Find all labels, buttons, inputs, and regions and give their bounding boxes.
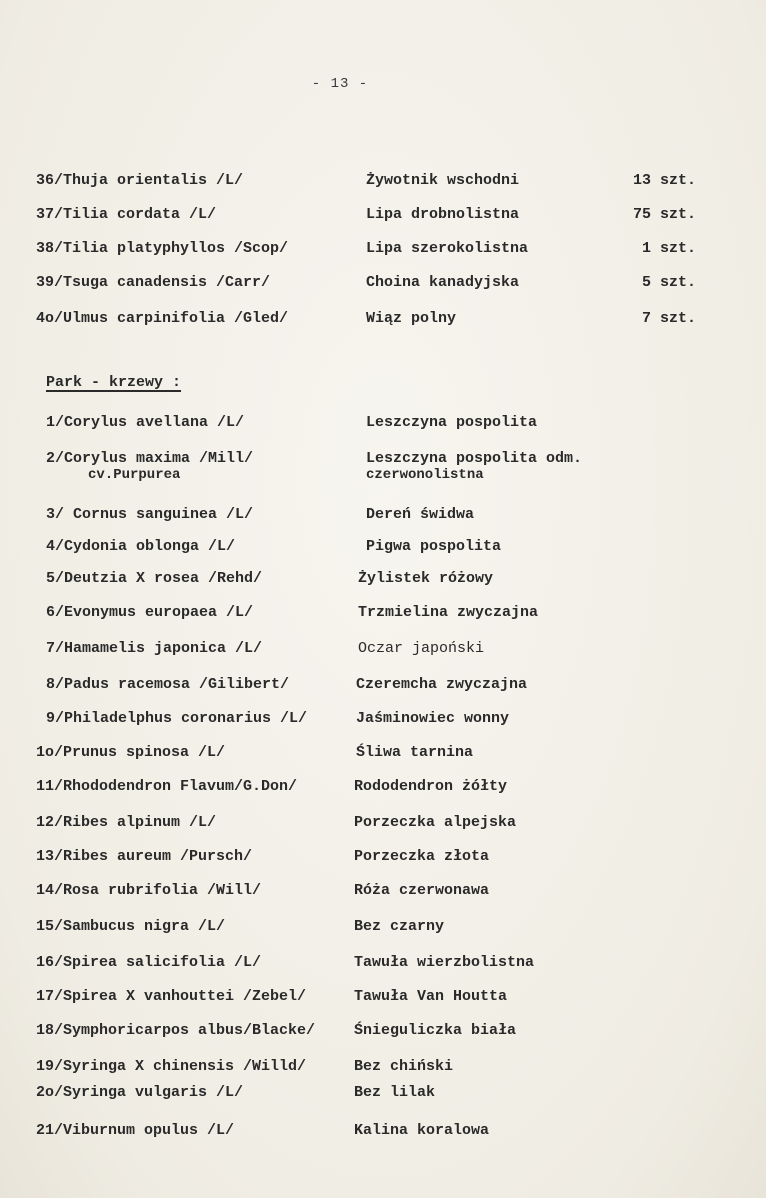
list-item — [0, 506, 766, 532]
list-item — [0, 414, 766, 440]
list-item — [0, 744, 766, 770]
section-heading: Park - krzewy : — [46, 374, 182, 391]
polish-name: Żywotnik wschodni — [366, 172, 520, 189]
polish-name: Porzeczka złota — [354, 848, 490, 865]
list-item — [0, 848, 766, 874]
polish-name: Bez czarny — [354, 918, 445, 935]
latin-name: 21/Viburnum opulus /L/ — [36, 1122, 235, 1139]
latin-name: 5/Deutzia X rosea /Rehd/ — [46, 570, 263, 587]
polish-name: Porzeczka alpejska — [354, 814, 517, 831]
latin-name: 37/Tilia cordata /L/ — [36, 206, 217, 223]
list-item — [0, 172, 766, 198]
page-number: - 13 - — [311, 76, 369, 92]
list-item — [0, 676, 766, 702]
list-item — [0, 310, 766, 336]
list-item — [0, 538, 766, 564]
list-item — [0, 814, 766, 840]
latin-name: 6/Evonymus europaea /L/ — [46, 604, 254, 621]
quantity: 75 szt. — [632, 206, 696, 223]
polish-name: Rododendron żółty — [354, 778, 508, 795]
latin-name: 36/Thuja orientalis /L/ — [36, 172, 244, 189]
list-item — [0, 1122, 766, 1148]
latin-name: 39/Tsuga canadensis /Carr/ — [36, 274, 271, 291]
list-item — [0, 206, 766, 232]
latin-name: 4/Cydonia oblonga /L/ — [46, 538, 236, 555]
list-item — [0, 778, 766, 804]
latin-name-continuation: cv.Purpurea — [88, 467, 181, 483]
quantity: 7 szt. — [641, 310, 696, 327]
polish-name: Śnieguliczka biała — [354, 1022, 517, 1039]
list-item — [0, 882, 766, 908]
polish-name: Leszczyna pospolita odm. — [366, 450, 583, 467]
polish-name: Czeremcha zwyczajna — [356, 676, 528, 693]
polish-name: Śliwa tarnina — [356, 744, 474, 761]
polish-name: Róża czerwonawa — [354, 882, 490, 899]
quantity: 5 szt. — [641, 274, 696, 291]
polish-name: Oczar japoński — [358, 640, 485, 657]
quantity: 1 szt. — [641, 240, 696, 257]
latin-name: 13/Ribes aureum /Pursch/ — [36, 848, 253, 865]
polish-name: Tawuła Van Houtta — [354, 988, 508, 1005]
polish-name: Wiąz polny — [366, 310, 457, 327]
latin-name: 15/Sambucus nigra /L/ — [36, 918, 226, 935]
list-item — [0, 988, 766, 1014]
polish-name: Tawuła wierzbolistna — [354, 954, 535, 971]
polish-name: Kalina koralowa — [354, 1122, 490, 1139]
list-item — [0, 604, 766, 630]
polish-name: Żylistek różowy — [358, 570, 494, 587]
list-item — [0, 1022, 766, 1048]
latin-name: 2/Corylus maxima /Mill/ — [46, 450, 254, 467]
latin-name: 3/ Cornus sanguinea /L/ — [46, 506, 254, 523]
polish-name: Jaśminowiec wonny — [356, 710, 510, 727]
polish-name: Bez chiński — [354, 1058, 454, 1075]
list-item — [0, 1084, 766, 1110]
polish-name: Trzmielina zwyczajna — [358, 604, 539, 621]
latin-name: 16/Spirea salicifolia /L/ — [36, 954, 262, 971]
list-item — [0, 918, 766, 944]
latin-name: 38/Tilia platyphyllos /Scop/ — [36, 240, 289, 257]
latin-name: 18/Symphoricarpos albus/Blacke/ — [36, 1022, 316, 1039]
latin-name: 11/Rhododendron Flavum/G.Don/ — [36, 778, 298, 795]
latin-name: 4o/Ulmus carpinifolia /Gled/ — [36, 310, 289, 327]
latin-name: 1/Corylus avellana /L/ — [46, 414, 245, 431]
list-item — [0, 710, 766, 736]
polish-name: Lipa szerokolistna — [366, 240, 529, 257]
latin-name: 1o/Prunus spinosa /L/ — [36, 744, 226, 761]
latin-name: 2o/Syringa vulgaris /L/ — [36, 1084, 244, 1101]
list-item — [0, 274, 766, 300]
latin-name: 14/Rosa rubrifolia /Will/ — [36, 882, 262, 899]
list-item — [0, 954, 766, 980]
latin-name: 9/Philadelphus coronarius /L/ — [46, 710, 308, 727]
polish-name: Lipa drobnolistna — [366, 206, 520, 223]
list-item — [0, 1058, 766, 1084]
latin-name: 17/Spirea X vanhouttei /Zebel/ — [36, 988, 307, 1005]
latin-name: 8/Padus racemosa /Gilibert/ — [46, 676, 290, 693]
polish-name-continuation: czerwonolistna — [366, 467, 484, 483]
polish-name: Pigwa pospolita — [366, 538, 502, 555]
list-item — [0, 570, 766, 596]
quantity: 13 szt. — [632, 172, 696, 189]
latin-name: 19/Syringa X chinensis /Willd/ — [36, 1058, 307, 1075]
latin-name: 7/Hamamelis japonica /L/ — [46, 640, 263, 657]
list-item — [0, 240, 766, 266]
polish-name: Dereń świdwa — [366, 506, 475, 523]
latin-name: 12/Ribes alpinum /L/ — [36, 814, 217, 831]
polish-name: Choina kanadyjska — [366, 274, 520, 291]
polish-name: Leszczyna pospolita — [366, 414, 538, 431]
polish-name: Bez lilak — [354, 1084, 436, 1101]
list-item — [0, 640, 766, 666]
